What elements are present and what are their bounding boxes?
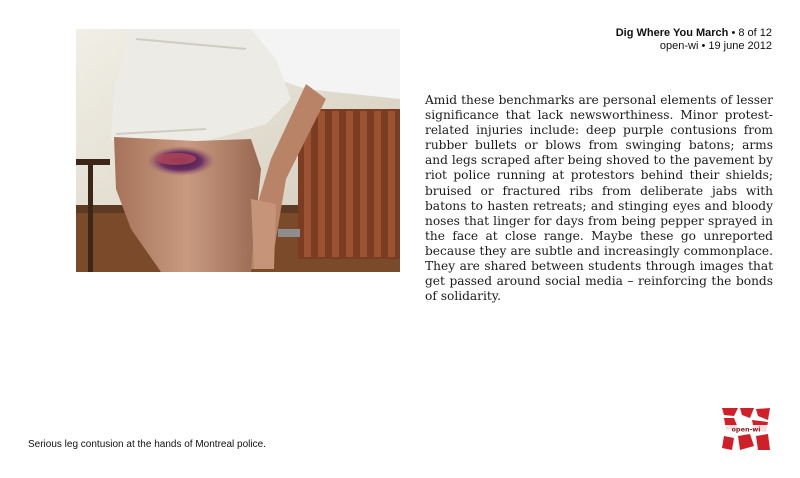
body-paragraph: Amid these benchmarks are personal elements of lesser significance that lack newsworthiness. Minor protest-related injuries include: deep purple contusions from rubber bullets or blows from swinging batons; arms and legs scraped after being shoved to the pavement by riot police running at protestors behind their shields; bruised or fractured ribs from deliberate jabs with batons to hasten retreats; and stinging eyes and bloody noses that linger for days from being pepper sprayed in the face at close range. Maybe these go unreported because they are subtle and increasingly commonplace. They are shared between students through images that get passed around social media – reinforcing the bonds of solidarity. (425, 93, 773, 304)
logo-text: open-wi (731, 425, 761, 434)
publication-date: 19 june 2012 (708, 40, 772, 52)
source-name: open-wi (659, 40, 699, 52)
page-header (616, 27, 772, 53)
header-separator: • (698, 40, 709, 52)
header-source-line (616, 40, 772, 53)
publication-title: Dig Where You March (615, 27, 729, 39)
header-separator: • (728, 27, 739, 39)
square-red-logo-icon (720, 406, 772, 454)
photo-caption: Serious leg contusion at the hands of Montreal police. (28, 439, 266, 450)
page-number: 8 of 12 (738, 27, 772, 39)
leg-contusion-photo (76, 29, 400, 272)
header-title-line (616, 27, 772, 40)
